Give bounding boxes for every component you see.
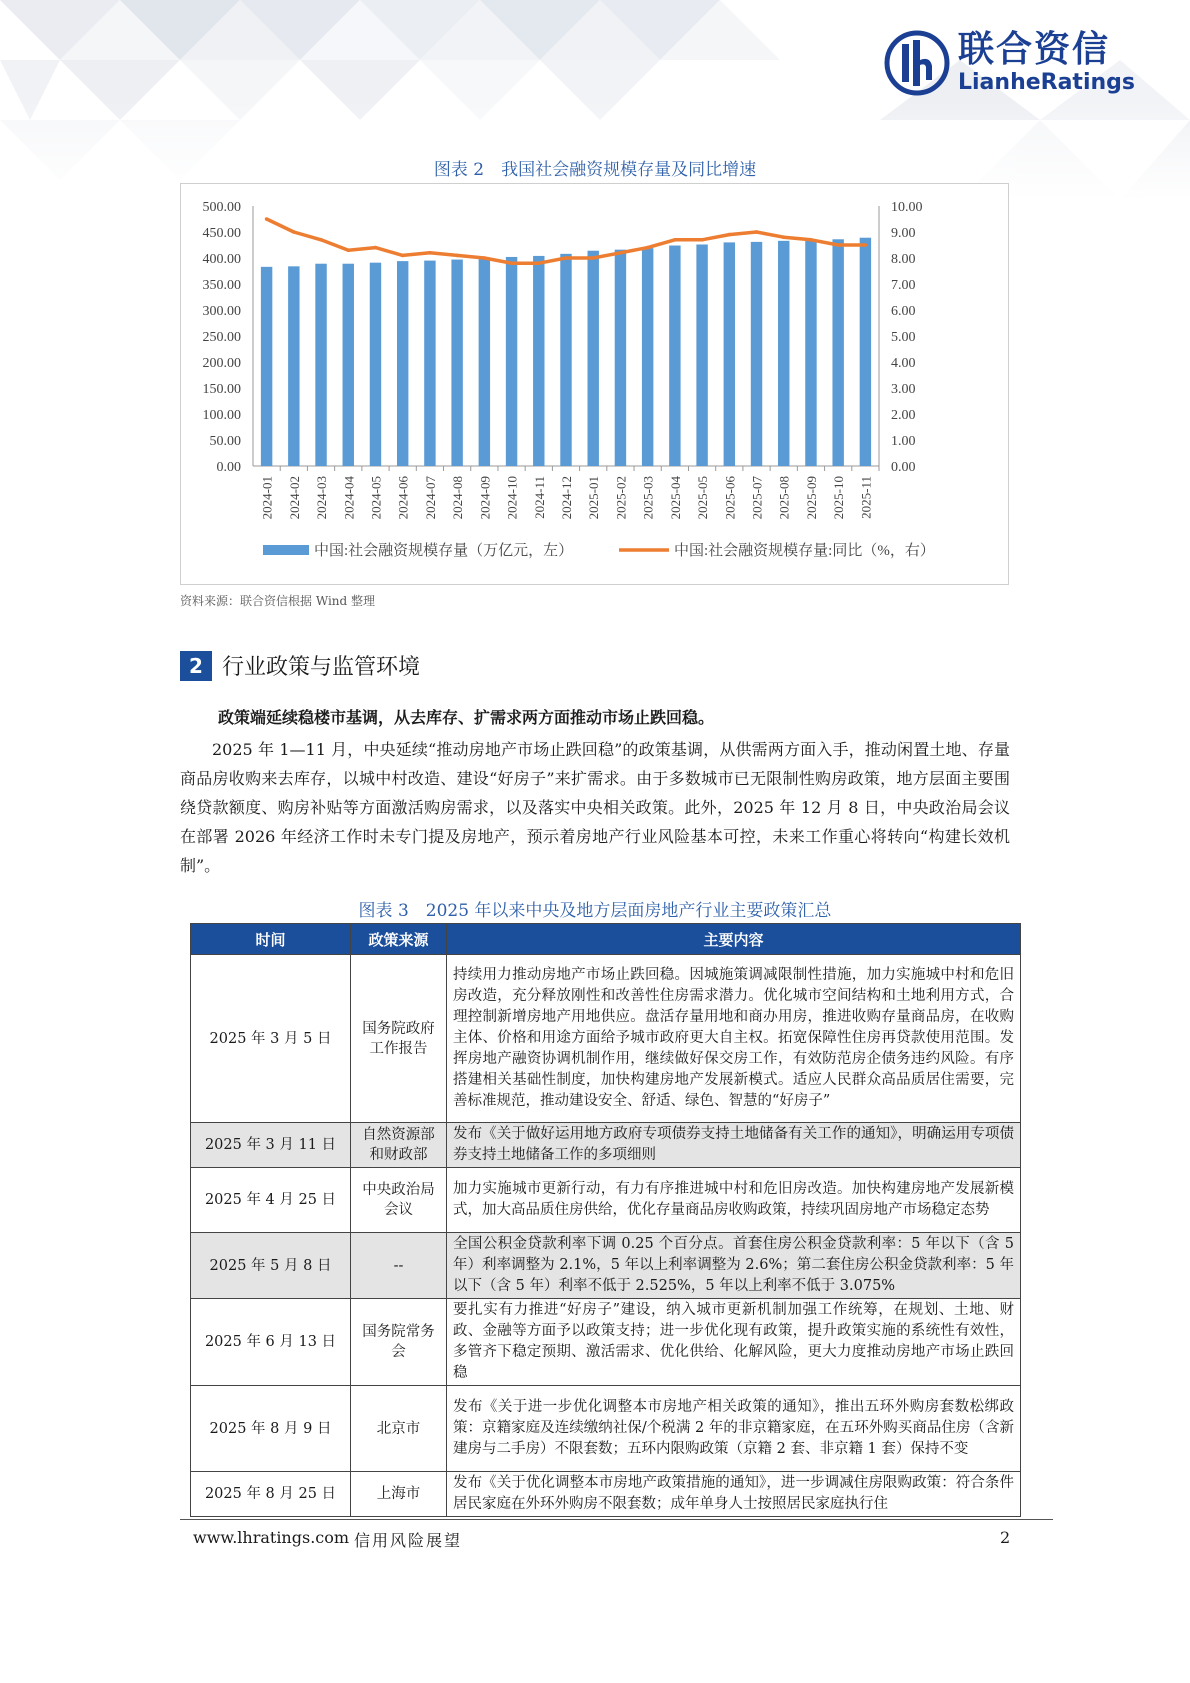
y-left-tick-label: 200.00 — [202, 356, 241, 371]
table-row — [191, 1168, 1021, 1233]
x-tick-label: 2024-06 — [395, 476, 411, 520]
x-tick-label: 2024-05 — [368, 476, 384, 520]
table-header-row — [191, 924, 1021, 955]
figure-2-title: 图表 2 我国社会融资规模存量及同比增速 — [433, 160, 757, 180]
x-tick-label: 2025-01 — [586, 476, 602, 520]
bar — [479, 258, 490, 466]
x-tick-label: 2024-02 — [286, 476, 302, 520]
footer-url: www.lhratings.com — [193, 1528, 350, 1547]
x-tick-label: 2025-03 — [640, 476, 656, 520]
row-source: 国务院政府工作报告 — [351, 955, 447, 1123]
bar — [261, 267, 272, 466]
body-paragraph: 2025 年 1—11 月，中央延续“推动房地产市场止跌回稳”的政策基调，从供需两方面入手，推动闲置土地、存量商品房收购来去库存，以城中村改造、建设“好房子”来扩需求。由于多数城市已无限制性购房政策，地方层面主要围绕贷款额度、购房补贴等方面激活购房需求，以及落实中央相关政策。此外，2025 年 12 月 8 日，中央政治局会议在部署 2026 年经济工作时未专门提及房地产，预示着房地产行业风险基本可控，未来工作重心将转向“构建长效机制”。 — [180, 740, 1010, 875]
line-point — [455, 254, 459, 258]
lead-sentence: 政策端延续稳楼市基调，从去库存、扩需求两方面推动市场止跌回稳。 — [218, 708, 715, 727]
line-point — [673, 238, 677, 242]
footer-publication: 信用风险展望 — [354, 1531, 463, 1550]
brand-logo — [884, 30, 1135, 96]
figure-3-title: 图表 3 2025 年以来中央及地方层面房地产行业主要政策汇总 — [358, 901, 832, 921]
bar — [642, 248, 653, 466]
x-tick-label: 2024-09 — [477, 476, 493, 520]
line-point — [619, 251, 623, 255]
line-point — [483, 256, 487, 260]
x-tick-label: 2025-11 — [858, 476, 874, 519]
bar — [343, 264, 354, 466]
figure-2-chart — [180, 183, 1009, 585]
line-point — [346, 248, 350, 252]
table-row — [191, 1233, 1021, 1299]
x-tick-label: 2025-04 — [667, 476, 683, 520]
table-row — [191, 955, 1021, 1123]
row-date: 2025 年 3 月 11 日 — [191, 1123, 351, 1168]
bar — [288, 266, 299, 466]
x-tick-label: 2024-07 — [422, 476, 438, 520]
policy-table — [190, 923, 1021, 1517]
row-content: 发布《关于进一步优化调整本市房地产相关政策的通知》，推出五环外购房套数松绑政策：京籍家庭及连续缴纳社保/个税满 2 年的非京籍家庭，在五环外购买商品住房（含新建房与二手房）不限套数；五环内限购政策（京籍 2 套、非京籍 1 套）保持不变 — [447, 1386, 1021, 1472]
x-tick-label: 2024-01 — [259, 476, 275, 520]
bar — [506, 257, 517, 466]
line-point — [809, 238, 813, 242]
x-tick-label: 2025-05 — [695, 476, 711, 520]
bar — [424, 261, 435, 466]
bar — [778, 241, 789, 466]
bar — [370, 263, 381, 466]
line-point — [836, 243, 840, 247]
bar — [751, 242, 762, 466]
x-tick-label: 2025-09 — [803, 476, 819, 520]
line-point — [537, 261, 541, 265]
line-point — [755, 230, 759, 234]
line-point — [700, 238, 704, 242]
y-right-tick-label: 7.00 — [891, 278, 916, 293]
y-left-tick-label: 400.00 — [202, 252, 241, 267]
row-content: 要扎实有力推进“好房子”建设，纳入城市更新机制加强工作统筹，在规划、土地、财政、金融等方面予以政策支持；进一步优化现有政策，提升政策实施的系统性有效性，多管齐下稳定预期、激活需求、优化供给、化解风险，更大力度推动房地产市场止跌回稳 — [447, 1299, 1021, 1386]
y-left-tick-label: 450.00 — [202, 226, 241, 241]
y-left-tick-label: 100.00 — [202, 408, 241, 423]
x-tick-label: 2024-12 — [559, 476, 574, 520]
bar — [860, 238, 871, 466]
y-right-tick-label: 5.00 — [891, 330, 916, 345]
row-date: 2025 年 4 月 25 日 — [191, 1168, 351, 1233]
row-content: 持续用力推动房地产市场止跌回稳。因城施策调减限制性措施，加力实施城中村和危旧房改造，充分释放刚性和改善性住房需求潜力。优化城市空间结构和土地利用方式，合理控制新增房地产用地供应。盘活存量用地和商办用房，推进收购存量商品房，在收购主体、价格和用途方面给予城市政府更大自主权。拓宽保障性住房再贷款使用范围。发挥房地产融资协调机制作用，继续做好保交房工作，有效防范房企债务违约风险。有序搭建相关基础性制度，加快构建房地产发展新模式。适应人民群众高品质居住需要，完善标准规范，推动建设安全、舒适、绿色、智慧的“好房子” — [447, 955, 1021, 1123]
y-left-tick-label: 500.00 — [202, 200, 241, 215]
legend-bar-swatch — [263, 545, 309, 555]
row-date: 2025 年 3 月 5 日 — [191, 955, 351, 1123]
y-right-tick-label: 4.00 — [891, 356, 916, 371]
bar — [669, 246, 680, 466]
x-tick-label: 2025-10 — [831, 476, 847, 520]
line-point — [591, 256, 595, 260]
row-source: 上海市 — [351, 1472, 447, 1517]
line-point — [564, 256, 568, 260]
bar — [588, 251, 599, 466]
bar — [805, 241, 816, 466]
y-right-tick-label: 10.00 — [891, 200, 923, 215]
y-left-tick-label: 350.00 — [202, 278, 241, 293]
legend-bar-label: 中国:社会融资规模存量（万亿元，左） — [314, 543, 574, 559]
section-heading — [180, 650, 420, 681]
x-tick-label: 2024-04 — [341, 476, 357, 520]
y-right-tick-label: 0.00 — [891, 460, 916, 475]
line-point — [510, 261, 514, 265]
row-date: 2025 年 6 月 13 日 — [191, 1299, 351, 1386]
bar — [615, 250, 626, 466]
legend-line-label: 中国:社会融资规模存量:同比（%，右） — [674, 543, 935, 559]
y-left-tick-label: 300.00 — [202, 304, 241, 319]
header-content: 主要内容 — [447, 924, 1021, 955]
x-tick-label: 2025-08 — [776, 476, 792, 520]
row-date: 2025 年 8 月 9 日 — [191, 1386, 351, 1472]
y-right-tick-label: 1.00 — [891, 434, 916, 449]
figure-2-source: 资料来源：联合资信根据 Wind 整理 — [180, 594, 376, 608]
row-source: 北京市 — [351, 1386, 447, 1472]
bar — [397, 261, 408, 466]
line-point — [864, 243, 868, 247]
line-point — [782, 235, 786, 239]
line-point — [728, 233, 732, 237]
bar — [696, 244, 707, 466]
y-right-tick-label: 8.00 — [891, 252, 916, 267]
section-number: 2 — [180, 651, 212, 681]
bar — [315, 264, 326, 466]
brand-name-cn: 联合资信 — [958, 29, 1111, 70]
bar — [560, 254, 571, 466]
line-point — [265, 217, 269, 221]
line-point — [428, 251, 432, 255]
row-source: 自然资源部和财政部 — [351, 1123, 447, 1168]
chart-svg — [181, 184, 1008, 584]
y-left-tick-label: 50.00 — [209, 434, 241, 449]
row-content: 全国公积金贷款利率下调 0.25 个百分点。首套住房公积金贷款利率：5 年以下（含 5 年）利率调整为 2.1%，5 年以上利率调整为 2.6%；第二套住房公积金贷款利率：5 年以下（含 5 年）利率不低于 2.525%，5 年以上利率不低于 3.075% — [447, 1233, 1021, 1299]
footer-divider — [180, 1519, 1053, 1520]
table-row — [191, 1472, 1021, 1517]
page-number: 2 — [1000, 1528, 1011, 1547]
bar — [533, 256, 544, 466]
row-date: 2025 年 5 月 8 日 — [191, 1233, 351, 1299]
x-tick-label: 2025-07 — [749, 476, 765, 520]
row-source: -- — [351, 1233, 447, 1299]
x-tick-label: 2024-03 — [314, 476, 330, 520]
x-tick-label: 2025-06 — [722, 476, 738, 520]
line-point — [292, 230, 296, 234]
row-content: 发布《关于优化调整本市房地产政策措施的通知》，进一步调减住房限购政策：符合条件居民家庭在外环外购房不限套数；成年单身人士按照居民家庭执行住 — [447, 1472, 1021, 1517]
line-point — [319, 238, 323, 242]
line-point — [646, 246, 650, 250]
row-source: 国务院常务会 — [351, 1299, 447, 1386]
row-date: 2025 年 8 月 25 日 — [191, 1472, 351, 1517]
y-right-tick-label: 9.00 — [891, 226, 916, 241]
table-row — [191, 1386, 1021, 1472]
x-tick-label: 2024-11 — [531, 476, 547, 519]
x-tick-label: 2024-08 — [450, 476, 466, 520]
y-left-tick-label: 150.00 — [202, 382, 241, 397]
y-right-tick-label: 2.00 — [891, 408, 916, 423]
y-right-tick-label: 6.00 — [891, 304, 916, 319]
table-row — [191, 1299, 1021, 1386]
line-point — [374, 246, 378, 250]
y-right-tick-label: 3.00 — [891, 382, 916, 397]
section-title: 行业政策与监管环境 — [222, 655, 421, 680]
row-content: 发布《关于做好运用地方政府专项债券支持土地储备有关工作的通知》，明确运用专项债券支持土地储备工作的多项细则 — [447, 1123, 1021, 1168]
y-left-tick-label: 250.00 — [202, 330, 241, 345]
x-tick-label: 2025-02 — [613, 476, 629, 520]
table-row — [191, 1123, 1021, 1168]
row-source: 中央政治局会议 — [351, 1168, 447, 1233]
line-point — [401, 254, 405, 258]
lianhe-logo-icon — [884, 30, 950, 96]
bar — [724, 242, 735, 466]
x-tick-label: 2024-10 — [504, 476, 520, 520]
header-source: 政策来源 — [351, 924, 447, 955]
bar — [451, 260, 462, 466]
row-content: 加力实施城市更新行动，有力有序推进城中村和危旧房改造。加快构建房地产发展新模式，加大高品质住房供给，优化存量商品房收购政策，持续巩固房地产市场稳定态势 — [447, 1168, 1021, 1233]
brand-name-en: LianheRatings — [958, 70, 1135, 95]
y-left-tick-label: 0.00 — [216, 460, 241, 475]
header-date: 时间 — [191, 924, 351, 955]
bar — [832, 239, 843, 466]
